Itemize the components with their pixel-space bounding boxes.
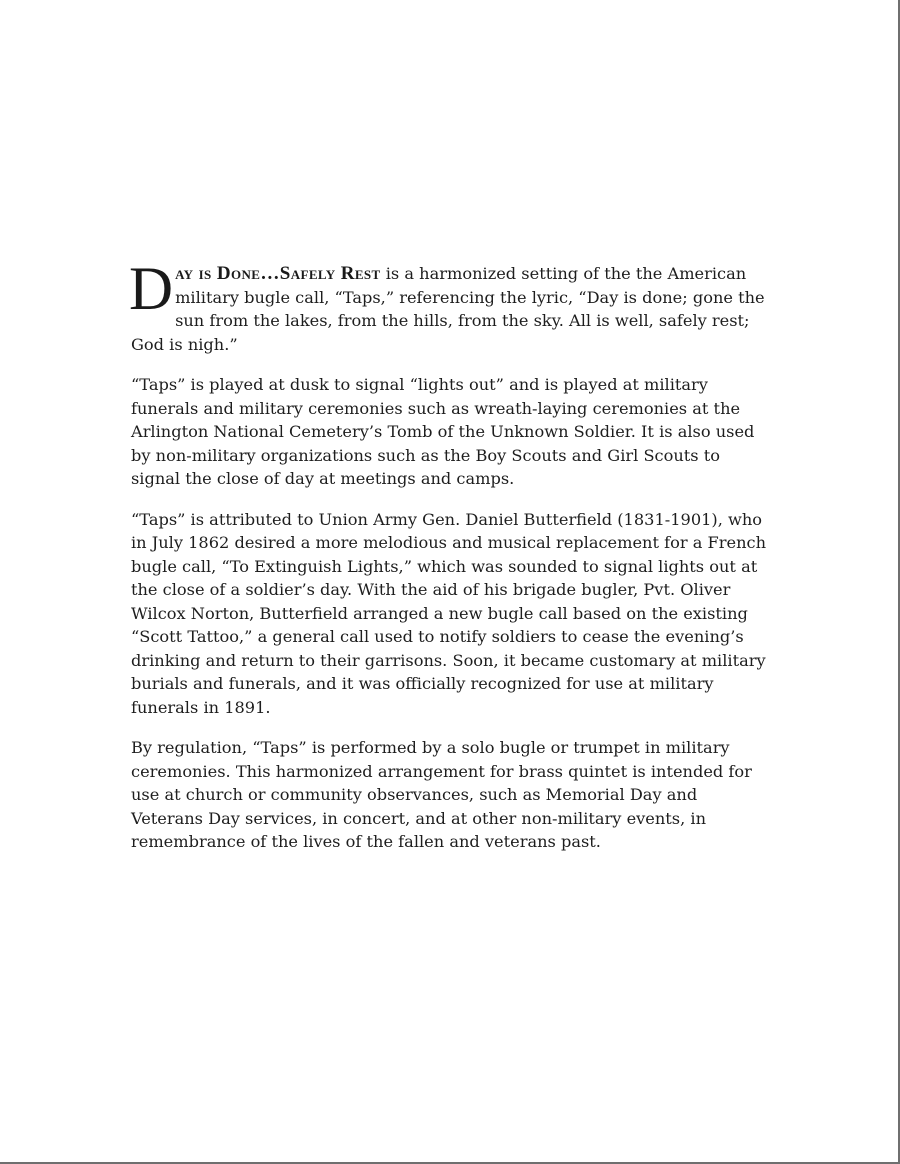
piece-title: ay is Done…Safely Rest (175, 263, 381, 284)
paragraph-arrangement-notes: By regulation, “Taps” is performed by a solo bugle or trumpet in military ceremonies. This harmonized arrangement for brass quintet is intended for use at church or community observances, such as Memorial Day and Veterans Day services, in concert, and at other non-military events, in remembrance of the lives of the fallen and veterans past. (131, 738, 752, 851)
drop-cap: D (129, 256, 174, 323)
paragraph-taps-usage: “Taps” is played at dusk to signal “lights out” and is played at military funerals and military ceremonies such as wreath-laying ceremonies at the Arlington National Cemetery’s Tomb of the Unknown Soldier. It is also used by non-military organizations such as the Boy Scouts and Girl Scouts to signal the close of day at meetings and camps. (131, 375, 755, 488)
intro-paragraph (129, 256, 771, 356)
page-body (129, 256, 771, 871)
paragraph-taps-history: “Taps” is attributed to Union Army Gen. Daniel Butterfield (1831-1901), who in July 1862 desired a more melodious and musical replacement for a French bugle call, “To Extinguish Lights,” which was sounded to signal lights out at the close of a soldier’s day. With the aid of his brigade bugler, Pvt. Oliver Wilcox Norton, Butterfield arranged a new bugle call based on the existing “Scott Tattoo,” a general call used to notify soldiers to cease the evening’s drinking and return to their garrisons. Soon, it became customary at military burials and funerals, and it was officially recognized for use at military funerals in 1891. (131, 509, 767, 717)
intro-text: is a harmonized setting of the the American military bugle call, “Taps,” referencing the lyric, “Day is done; gone the sun from the lakes, from the hills, from the sky. All is well, safely rest; God is nigh.” (131, 264, 765, 354)
